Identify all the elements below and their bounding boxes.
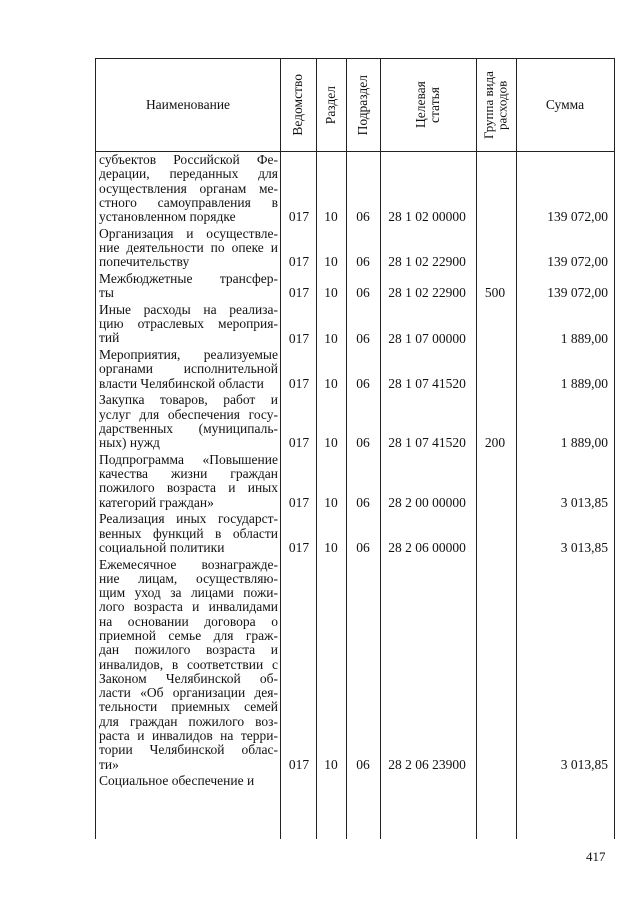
row-podrazdel: 06 [356, 375, 370, 391]
row-name-line: Реализация иных государст- [99, 511, 278, 527]
row-gruppa: 500 [484, 285, 506, 301]
page-number: 417 [586, 849, 606, 864]
row-vedomstvo: 017 [288, 494, 310, 510]
row-name-line: ние деятельности по опеке и [99, 240, 278, 256]
row-summa: 1 889,00 [560, 435, 608, 451]
row-name-line: Подпрограмма «Повышение [99, 451, 278, 467]
row-summa: 3 013,85 [560, 756, 608, 772]
row-name-line: цию отраслевых мероприя- [99, 316, 278, 332]
row-name [99, 453, 278, 510]
row-name-line: ние лицам, осуществляю- [99, 570, 278, 586]
row-name-line: попечительству [99, 254, 190, 270]
header-razdel: Раздел [322, 85, 338, 125]
row-razdel: 10 [324, 254, 338, 270]
row-celevaya: 28 1 07 41520 [388, 435, 466, 451]
row-celevaya: 28 2 06 00000 [388, 539, 466, 555]
row-name-line: Иные расходы на реализа- [99, 301, 278, 317]
row-podrazdel: 06 [356, 285, 370, 301]
row-podrazdel: 06 [356, 209, 370, 225]
row-name-line: венных функций в области [99, 525, 278, 541]
row-summa: 1 889,00 [560, 375, 608, 391]
row-razdel: 10 [324, 435, 338, 451]
row-name [99, 227, 278, 270]
row-name-line: Ежемесячное вознагражде- [99, 556, 278, 572]
row-name-line: Межбюджетные трансфер- [99, 271, 278, 286]
column-divider [346, 59, 347, 839]
row-razdel: 10 [324, 494, 338, 510]
row-summa: 3 013,85 [560, 494, 608, 510]
row-name-line: стного самоуправления в [99, 194, 278, 210]
row-name [99, 512, 278, 555]
row-podrazdel: 06 [356, 756, 370, 772]
row-podrazdel: 06 [356, 254, 370, 270]
row-celevaya: 28 1 07 41520 [388, 375, 466, 391]
row-name-line: приемной семье для граж- [99, 627, 278, 643]
row-name-line: раста и инвалидов на терри- [99, 728, 278, 744]
row-name-line: ти» [99, 756, 119, 772]
row-name-line: социальной политики [99, 539, 225, 555]
row-name-line: дарственных (муниципаль- [99, 420, 278, 436]
row-celevaya: 28 1 02 00000 [388, 209, 466, 225]
row-name-line: Организация и осуществле- [99, 225, 278, 241]
row-name-line: для граждан пожилого воз- [99, 713, 278, 729]
row-celevaya: 28 2 06 23900 [388, 756, 466, 772]
row-name-line: качества жизни граждан [99, 466, 278, 482]
row-name-line: дан пожилого возраста и [99, 642, 278, 658]
row-summa: 139 072,00 [547, 285, 608, 301]
row-name-line: ты [99, 285, 114, 301]
row-razdel: 10 [324, 285, 338, 301]
header-name: Наименование [145, 97, 231, 112]
row-vedomstvo: 017 [288, 285, 310, 301]
row-name-line: органами исполнительной [99, 361, 278, 377]
row-name-line: дерации, переданных для [99, 166, 278, 182]
row-name [99, 774, 278, 788]
row-name-line: тельности приемных семей [99, 699, 278, 715]
row-name [99, 303, 278, 346]
row-vedomstvo: 017 [288, 330, 310, 346]
row-name-line: Социальное обеспечение и [99, 773, 255, 789]
row-name-line: щим уход за лицами пожи- [99, 585, 278, 601]
row-name-line: категорий граждан» [99, 494, 214, 510]
row-name [99, 153, 278, 224]
header-celevaya: Целевая статья [412, 81, 442, 129]
row-vedomstvo: 017 [288, 209, 310, 225]
row-razdel: 10 [324, 375, 338, 391]
budget-table [95, 58, 615, 839]
row-name-line: Законом Челябинской об- [99, 670, 278, 686]
row-name-line: ласти «Об организации дея- [99, 685, 278, 701]
row-razdel: 10 [324, 330, 338, 346]
row-podrazdel: 06 [356, 330, 370, 346]
row-name-line: тории Челябинской облас- [99, 742, 278, 758]
row-name-line: осуществления органам ме- [99, 180, 278, 196]
row-summa: 139 072,00 [547, 254, 608, 270]
row-name-line: власти Челябинской области [99, 375, 264, 391]
row-vedomstvo: 017 [288, 539, 310, 555]
row-name-line: ных) нужд [99, 435, 160, 451]
header-vedomstvo: Ведомство [289, 74, 305, 136]
row-summa: 139 072,00 [547, 209, 608, 225]
row-name-line: Мероприятия, реализуемые [99, 347, 278, 363]
row-summa: 1 889,00 [560, 330, 608, 346]
row-gruppa: 200 [484, 435, 506, 451]
row-vedomstvo: 017 [288, 375, 310, 391]
row-name-line: тий [99, 330, 120, 346]
row-podrazdel: 06 [356, 494, 370, 510]
row-name-line: субъектов Российской Фе- [99, 152, 278, 167]
row-name-line: пожилого возраста и иных [99, 480, 278, 496]
row-celevaya: 28 1 02 22900 [388, 285, 466, 301]
row-name [99, 348, 278, 391]
row-celevaya: 28 1 02 22900 [388, 254, 466, 270]
column-divider [380, 59, 381, 839]
row-vedomstvo: 017 [288, 756, 310, 772]
header-gruppa: Группа вида расходов [481, 71, 510, 139]
row-vedomstvo: 017 [288, 254, 310, 270]
row-celevaya: 28 1 07 00000 [388, 330, 466, 346]
row-name-line: Закупка товаров, работ и [99, 392, 278, 408]
row-summa: 3 013,85 [560, 539, 608, 555]
column-divider [280, 59, 281, 839]
row-podrazdel: 06 [356, 435, 370, 451]
row-vedomstvo: 017 [288, 435, 310, 451]
row-name-line: услуг для обеспечения госу- [99, 406, 278, 422]
row-razdel: 10 [324, 539, 338, 555]
header-summa: Сумма [545, 97, 585, 112]
header-podrazdel: Подраздел [354, 74, 370, 136]
row-razdel: 10 [324, 756, 338, 772]
row-podrazdel: 06 [356, 539, 370, 555]
row-name [99, 272, 278, 301]
row-name-line: на основании договора о [99, 613, 278, 629]
column-divider [316, 59, 317, 839]
row-name [99, 393, 278, 450]
row-name-line: установленном порядке [99, 209, 236, 225]
row-name-line: инвалидов, в соответствии с [99, 656, 278, 672]
row-celevaya: 28 2 00 00000 [388, 494, 466, 510]
row-name-line: лого возраста и инвалидами [99, 599, 278, 615]
row-razdel: 10 [324, 209, 338, 225]
row-name [99, 558, 278, 772]
